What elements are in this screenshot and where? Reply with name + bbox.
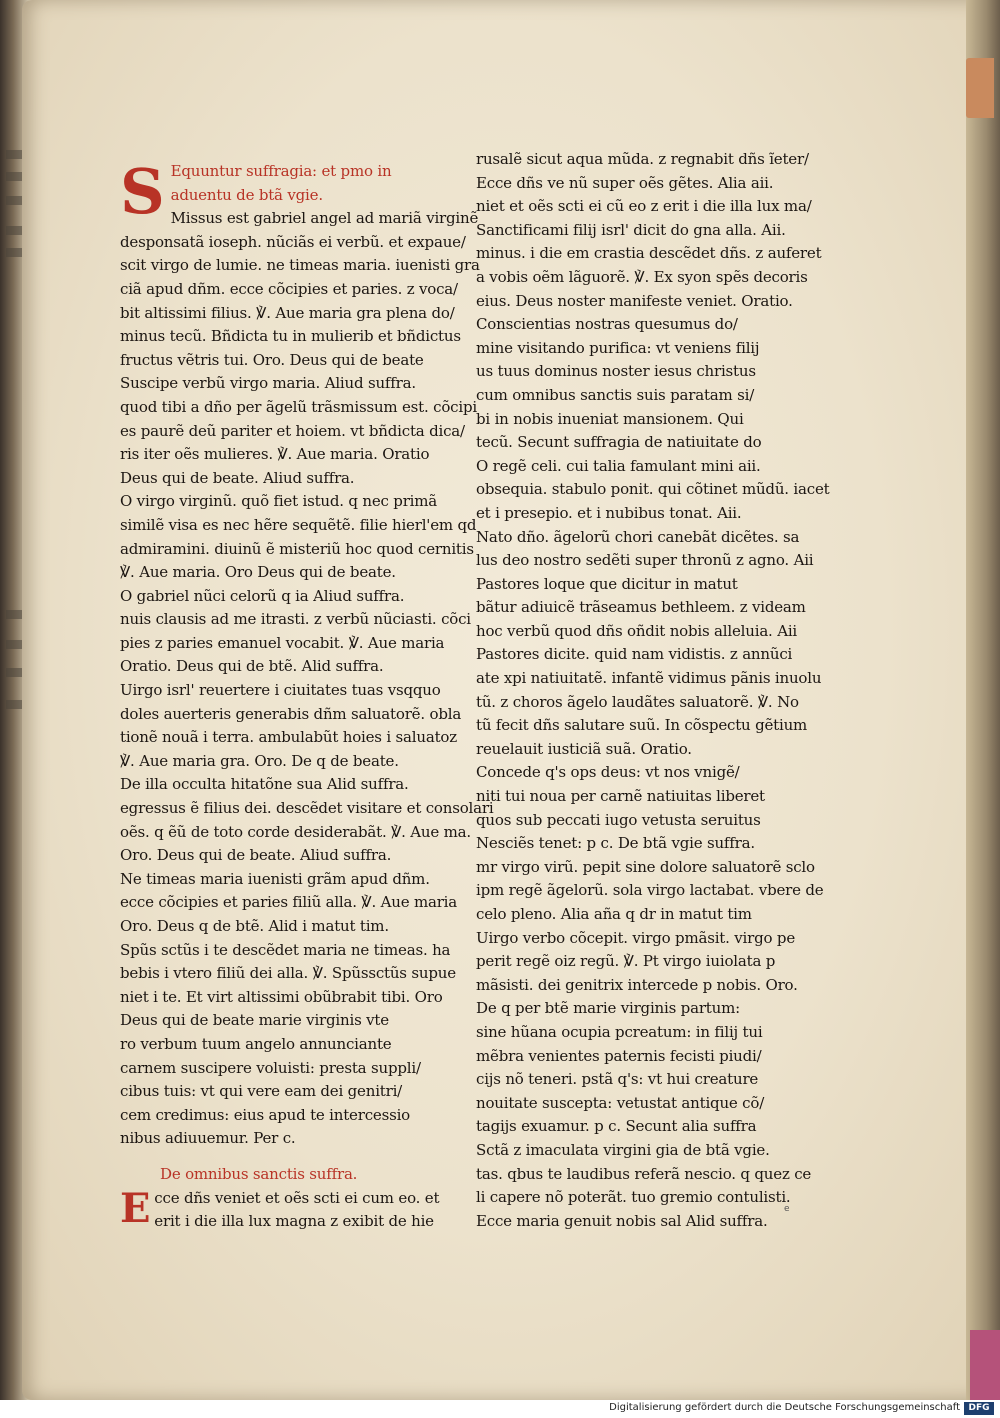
text-line: mẽbra venientes paternis fecisti piudi/ bbox=[476, 1046, 762, 1065]
text-line: nuis clausis ad me itrasti. z verbũ nũciasti. cõci bbox=[120, 610, 471, 629]
text-line: Sanctificami filij isrl' dicit do gna alla. Aii. bbox=[476, 220, 786, 239]
right-text-lines bbox=[476, 148, 830, 1233]
text-line: eius. Deus noster manifeste veniet. Oratio. bbox=[476, 291, 793, 310]
text-line: doles auerteris generabis dñm saluatorẽ. obla bbox=[120, 704, 462, 723]
text-line: Uirgo verbo cõcepit. virgo pmãsit. virgo pe bbox=[476, 928, 795, 947]
text-line: sine hũana ocupia pcreatum: in filij tui bbox=[476, 1022, 763, 1041]
text-line: quod tibi a dño per ãgelũ trãsmissum est. cõcipi bbox=[120, 397, 477, 416]
text-line: ate xpi natiuitatẽ. infantẽ vidimus pãnis inuolu bbox=[476, 669, 822, 688]
text-line: tas. qbus te laudibus referã nescio. q quez ce bbox=[476, 1164, 812, 1183]
text-line: ipm regẽ ãgelorũ. sola virgo lactabat. vbere de bbox=[476, 881, 824, 900]
text-line: Ne timeas maria iuenisti grãm apud dñm. bbox=[120, 869, 430, 888]
text-line: tecũ. Secunt suffragia de natiuitate do bbox=[476, 433, 762, 452]
text-line: mr virgo virũ. pepit sine dolore saluatorẽ sclo bbox=[476, 857, 815, 876]
text-line: oẽs. q ẽũ de toto corde desiderabãt. ℣. Aue ma. bbox=[120, 822, 471, 841]
text-line: cijs nõ teneri. pstã q's: vt hui creature bbox=[476, 1070, 759, 1089]
text-line: bebis i vtero filiũ dei alla. ℣. Spũssctũs supue bbox=[120, 964, 456, 983]
text-line: Oro. Deus qui de beate. Aliud suffra. bbox=[120, 846, 392, 865]
text-line: Concede q's ops deus: vt nos vnigẽ/ bbox=[476, 763, 740, 782]
text-line: Nato dño. ãgelorũ chori canebãt dicẽtes. sa bbox=[476, 527, 800, 546]
left-text-column bbox=[120, 155, 494, 1234]
text-line: Deus qui de beate marie virginis vte bbox=[120, 1011, 389, 1030]
dfg-logo: DFG bbox=[964, 1402, 994, 1415]
text-line: us tuus dominus noster iesus christus bbox=[476, 362, 756, 381]
text-line: Oratio. Deus qui de btẽ. Alid suffra. bbox=[120, 657, 384, 676]
text-line: O gabriel nũci celorũ q ia Aliud suffra. bbox=[120, 586, 405, 605]
text-line: pies z paries emanuel vocabit. ℣. Aue maria bbox=[120, 633, 445, 652]
bookmark-ribbon bbox=[970, 1330, 1000, 1400]
text-line: Uirgo isrl' reuertere i ciuitates tuas vsqquo bbox=[120, 681, 441, 700]
text-line: Missus est gabriel angel ad mariã virginẽ bbox=[170, 209, 479, 228]
text-line: tũ. z choros ãgelo laudãtes saluatorẽ. ℣. No bbox=[476, 692, 799, 711]
text-line: ℣. Aue maria. Oro Deus qui de beate. bbox=[120, 563, 396, 582]
text-line: nouitate suscepta: vetustat antique cõ/ bbox=[476, 1093, 765, 1112]
text-line: tũ fecit dñs salutare suũ. In cõspectu gẽtium bbox=[476, 716, 808, 735]
text-line: mine visitando purifica: vt veniens filij bbox=[476, 338, 760, 357]
text-line: Sctã z imaculata virgini gia de btã vgie. bbox=[476, 1140, 770, 1159]
text-line: ℣. Aue maria gra. Oro. De q de beate. bbox=[120, 751, 399, 770]
text-line: rusalẽ sicut aqua mũda. z regnabit dñs ĩeter/ bbox=[476, 150, 809, 168]
text-line: mãsisti. dei genitrix intercede p nobis. Oro. bbox=[476, 975, 798, 994]
text-line: Nesciẽs tenet: p c. De btã vgie suffra. bbox=[476, 834, 755, 853]
text-line: ro verbum tuum angelo annunciante bbox=[120, 1034, 392, 1053]
text-line: ecce cõcipies et paries filiũ alla. ℣. Aue maria bbox=[120, 893, 458, 912]
text-line: cum omnibus sanctis suis paratam si/ bbox=[476, 385, 755, 404]
text-line: Oro. Deus q de btẽ. Alid i matut tim. bbox=[120, 917, 389, 935]
text-line: desponsatã ioseph. nũciãs ei verbũ. et expaue/ bbox=[120, 232, 466, 251]
text-line: bit altissimi filius. ℣. Aue maria gra plena do/ bbox=[120, 303, 455, 322]
text-line: tionẽ nouã i terra. ambulabũt hoies i saluatoz bbox=[120, 728, 457, 747]
text-line: reuelauit iusticiã suã. Oratio. bbox=[476, 739, 692, 758]
text-line: carnem suscipere voluisti: presta suppli/ bbox=[120, 1058, 421, 1077]
text-line: et i presepio. et i nubibus tonat. Aii. bbox=[476, 503, 742, 522]
text-line: cem credimus: eius apud te intercessio bbox=[120, 1105, 411, 1124]
text-line: scit virgo de lumie. ne timeas maria. iuenisti gra bbox=[120, 256, 480, 275]
text-line: cce dñs veniet et oẽs scti ei cum eo. et bbox=[154, 1188, 440, 1207]
text-line: lus deo nostro sedẽti super thronũ z agno. Aii bbox=[476, 551, 814, 570]
text-line: a vobis oẽm lãguorẽ. ℣. Ex syon spẽs decoris bbox=[476, 267, 808, 286]
text-line: celo pleno. Alia aña q dr in matut tim bbox=[476, 905, 752, 923]
text-line: perit regẽ oiz regũ. ℣. Pt virgo iuiolata p bbox=[476, 952, 776, 971]
heading-line: Equuntur suffragia: et pmo in bbox=[170, 162, 392, 180]
text-line: Suscipe verbũ virgo maria. Aliud suffra. bbox=[120, 374, 416, 393]
text-line: quos sub peccati iugo vetusta seruitus bbox=[476, 810, 761, 829]
text-line: Pastores loque que dicitur in matut bbox=[476, 574, 738, 593]
text-line: Conscientias nostras quesumus do/ bbox=[476, 315, 738, 334]
text-line: niet i te. Et virt altissimi obũbrabit tibi. Oro bbox=[120, 987, 443, 1006]
text-line: Pastores dicite. quid nam vidistis. z annũci bbox=[476, 645, 793, 664]
text-line: ciã apud dñm. ecce cõcipies et paries. z voca/ bbox=[120, 279, 458, 298]
text-line: nibus adiuuemur. Per c. bbox=[120, 1129, 296, 1148]
text-line: niet et oẽs scti ei cũ eo z erit i die illa lux ma/ bbox=[476, 197, 812, 216]
text-line: Deus qui de beate. Aliud suffra. bbox=[120, 468, 355, 487]
text-line: De illa occulta hitatõne sua Alid suffra. bbox=[120, 775, 409, 794]
pencil-mark: e bbox=[784, 1204, 790, 1214]
text-line: O virgo virginũ. quõ fiet istud. q nec primã bbox=[120, 492, 438, 511]
text-line: bi in nobis inueniat mansionem. Qui bbox=[476, 409, 744, 428]
text-line: niti tui noua per carnẽ natiuitas liberet bbox=[476, 787, 765, 806]
heading-line: aduentu de btã vgie. bbox=[170, 185, 323, 204]
footer-credit: Digitalisierung gefördert durch die Deutsche Forschungsgemeinschaft bbox=[609, 1402, 960, 1413]
text-line: li capere nõ poterãt. tuo gremio contulisti. bbox=[476, 1188, 791, 1207]
page-tab bbox=[966, 58, 994, 118]
decorated-initial: S bbox=[120, 155, 165, 228]
text-line: cibus tuis: vt qui vere eam dei genitri/ bbox=[120, 1082, 403, 1101]
text-line: minus tecũ. Bñdicta tu in mulierib et bñdictus bbox=[120, 327, 461, 346]
text-line: Ecce dñs ve nũ super oẽs gẽtes. Alia aii. bbox=[476, 173, 774, 192]
right-text-column bbox=[476, 148, 830, 1233]
text-line: minus. i die em crastia descẽdet dñs. z auferet bbox=[476, 244, 822, 263]
text-line: es paurẽ deũ pariter et hoiem. vt bñdicta dica/ bbox=[120, 421, 465, 440]
text-line: erit i die illa lux magna z exibit de hie bbox=[154, 1212, 434, 1231]
text-line: De q per btẽ marie virginis partum: bbox=[476, 999, 740, 1018]
text-line: fructus vẽtris tui. Oro. Deus qui de beate bbox=[120, 350, 424, 369]
decorated-initial-small: E bbox=[120, 1184, 151, 1232]
text-line: tagijs exuamur. p c. Secunt alia suffra bbox=[476, 1117, 757, 1136]
footer-bar bbox=[0, 1400, 1000, 1418]
text-line: bãtur adiuicẽ trãseamus bethleem. z videam bbox=[476, 598, 806, 617]
text-line: obsequia. stabulo ponit. qui cõtinet mũdũ. iacet bbox=[476, 480, 830, 499]
text-line: Ecce maria genuit nobis sal Alid suffra. bbox=[476, 1211, 768, 1230]
text-line: similẽ visa es nec hẽre sequẽtẽ. filie hierl'em qd bbox=[120, 515, 477, 534]
text-line: Spũs sctũs i te descẽdet maria ne timeas. ha bbox=[120, 940, 451, 959]
text-line: O regẽ celi. cui talia famulant mini aii. bbox=[476, 456, 761, 475]
left-text-lines bbox=[120, 207, 494, 1151]
text-line: egressus ẽ filius dei. descẽdet visitare et consolari bbox=[120, 799, 494, 818]
sub-heading: De omnibus sanctis suffra. bbox=[160, 1164, 358, 1183]
text-line: admiramini. diuinũ ẽ misteriũ hoc quod cernitis bbox=[120, 539, 474, 558]
text-line: hoc verbũ quod dñs oñdit nobis alleluia. Aii bbox=[476, 621, 798, 640]
text-line: ris iter oẽs mulieres. ℣. Aue maria. Oratio bbox=[120, 445, 430, 464]
page-edge-right bbox=[966, 0, 1000, 1400]
